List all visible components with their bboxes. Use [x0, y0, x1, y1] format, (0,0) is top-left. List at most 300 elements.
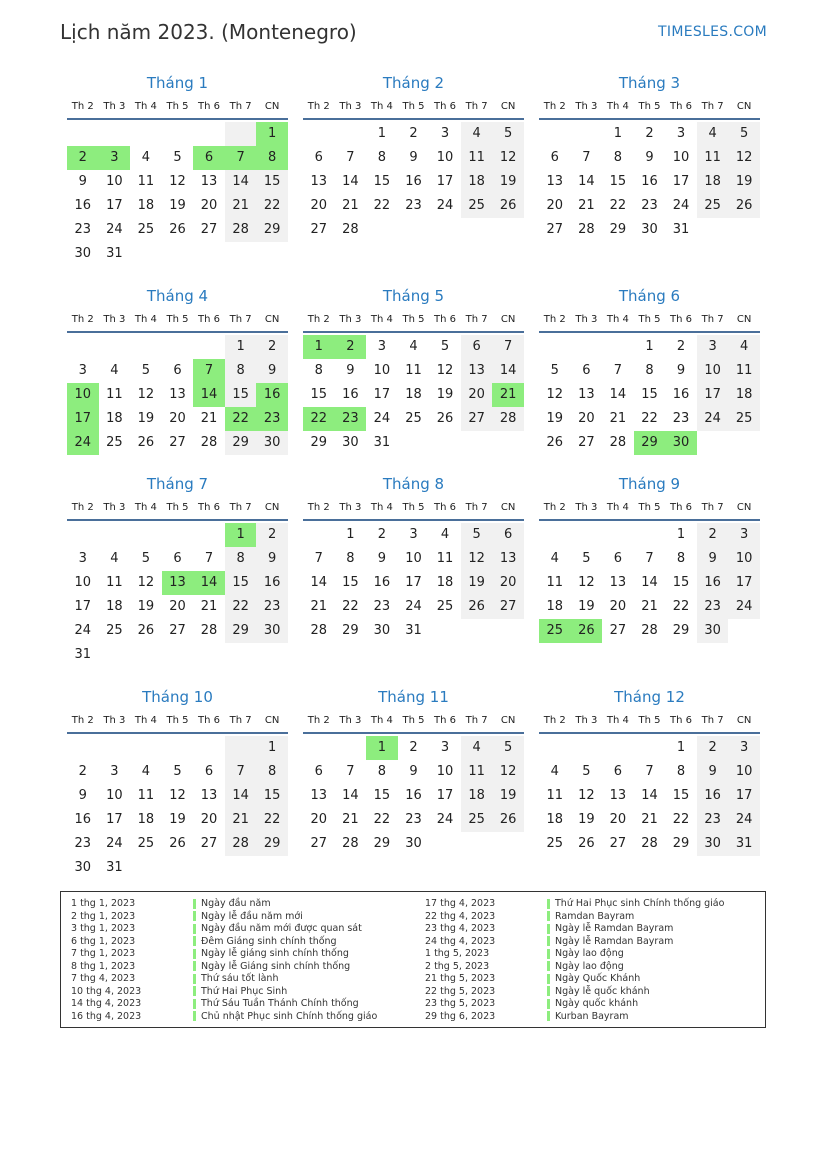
holiday-day-cell: 26 — [571, 619, 603, 643]
weekday-label: Th 7 — [229, 101, 252, 112]
weekday-header — [539, 497, 760, 521]
day-cell: 28 — [641, 623, 658, 638]
day-cell: 17 — [436, 788, 454, 803]
legend-date: 8 thg 1, 2023 — [71, 960, 136, 972]
day-grid — [67, 122, 288, 266]
day-cell: 6 — [550, 150, 559, 165]
day-cell: 14 — [578, 174, 595, 189]
legend-date: 1 thg 5, 2023 — [425, 948, 490, 959]
weekday-label: Th 2 — [71, 715, 94, 726]
weekday-header — [303, 96, 524, 120]
day-cell: 1 — [346, 527, 355, 542]
day-cell: 22 — [256, 194, 288, 218]
day-cell: 14 — [342, 788, 359, 803]
day-cell: 31 — [106, 246, 123, 261]
day-cell: 3 — [78, 551, 87, 566]
day-cell: 20 — [492, 571, 524, 595]
weekday-label: Th 4 — [370, 502, 393, 513]
day-cell: 28 — [310, 623, 328, 638]
month-name: Tháng 8 — [382, 475, 445, 493]
day-cell: 5 — [728, 122, 760, 146]
day-cell: 17 — [74, 599, 92, 614]
day-cell: 30 — [405, 836, 422, 851]
empty-cell — [67, 335, 99, 359]
empty-cell — [571, 736, 603, 760]
day-cell: 2 — [409, 126, 418, 141]
day-cell: 20 — [546, 198, 564, 213]
weekday-label: Th 3 — [103, 101, 126, 112]
day-cell: 19 — [169, 812, 186, 827]
day-cell: 8 — [225, 547, 257, 571]
empty-cell — [67, 523, 99, 547]
weekday-header — [303, 710, 524, 734]
day-cell: 25 — [461, 194, 493, 218]
month-9 — [539, 471, 760, 643]
legend-holiday-name: Ngày đầu năm — [201, 898, 271, 909]
day-cell: 30 — [256, 619, 288, 643]
legend-date: 21 thg 5, 2023 — [425, 973, 496, 984]
weekday-label: Th 4 — [134, 715, 157, 726]
day-grid — [303, 335, 524, 455]
day-cell: 23 — [697, 595, 729, 619]
day-cell: 24 — [436, 198, 454, 213]
day-cell: 1 — [676, 527, 686, 542]
legend-date: 23 thg 5, 2023 — [425, 998, 496, 1009]
day-cell: 19 — [461, 571, 493, 595]
day-cell: 12 — [578, 788, 595, 803]
legend-row — [425, 911, 724, 924]
holiday-day-cell: 7 — [193, 359, 225, 383]
day-cell: 25 — [106, 623, 123, 638]
legend-row — [425, 923, 724, 936]
weekday-label: Th 6 — [198, 101, 221, 112]
weekday-label: Th 2 — [307, 715, 330, 726]
day-cell: 16 — [74, 812, 92, 827]
day-cell: 5 — [582, 764, 591, 779]
day-cell: 14 — [641, 575, 658, 590]
day-cell: 12 — [169, 174, 186, 189]
month-name: Tháng 11 — [378, 688, 449, 706]
holiday-day-cell: 22 — [225, 407, 257, 431]
weekday-label: Th 2 — [71, 101, 94, 112]
empty-cell — [193, 335, 225, 359]
day-cell: 6 — [461, 335, 493, 359]
weekday-label: CN — [736, 314, 752, 325]
legend-date: 2 thg 5, 2023 — [425, 960, 490, 972]
day-cell: 3 — [110, 764, 119, 779]
month-name: Tháng 1 — [146, 74, 209, 92]
day-cell: 30 — [74, 246, 92, 261]
day-cell: 21 — [310, 599, 328, 614]
legend-date: 16 thg 4, 2023 — [71, 1010, 142, 1022]
day-cell: 26 — [461, 595, 493, 619]
holiday-marker-icon — [547, 986, 550, 996]
day-cell: 10 — [405, 551, 422, 566]
legend-holiday-name: Thứ Hai Phục Sinh — [201, 985, 288, 997]
day-cell: 24 — [728, 595, 760, 619]
day-cell: 2 — [256, 523, 288, 547]
legend-row — [425, 898, 724, 911]
day-cell: 16 — [641, 174, 658, 189]
day-cell: 5 — [173, 150, 182, 165]
weekday-label: CN — [500, 502, 516, 513]
legend-column-left — [71, 898, 377, 1023]
day-cell: 20 — [200, 198, 218, 213]
legend-date: 6 thg 1, 2023 — [71, 935, 136, 947]
weekday-label: Th 3 — [103, 314, 126, 325]
day-cell: 28 — [609, 435, 627, 450]
day-cell: 8 — [346, 551, 355, 566]
day-cell: 3 — [728, 736, 760, 760]
day-cell: 25 — [697, 194, 729, 218]
day-cell: 7 — [582, 150, 591, 165]
day-cell: 4 — [110, 363, 119, 378]
weekday-label: Th 6 — [434, 101, 457, 112]
legend-holiday-name: Ngày lễ giáng sinh chính thống — [201, 948, 349, 959]
weekday-label: Th 6 — [198, 715, 221, 726]
day-cell: 12 — [492, 146, 524, 170]
weekday-label: Th 2 — [543, 502, 566, 513]
legend-holiday-name: Đêm Giáng sinh chính thống — [201, 935, 337, 947]
day-cell: 19 — [137, 411, 155, 426]
day-cell: 3 — [440, 126, 450, 141]
legend-holiday-name: Kurban Bayram — [555, 1010, 629, 1022]
legend-holiday-name: Ngày đầu năm mới được quan sát — [201, 923, 362, 934]
day-cell: 12 — [436, 363, 454, 378]
weekday-label: Th 5 — [166, 502, 189, 513]
holiday-day-cell: 22 — [303, 407, 335, 431]
day-cell: 20 — [609, 599, 627, 614]
legend-holiday-name: Ngày lễ quốc khánh — [555, 985, 650, 997]
day-cell: 11 — [137, 174, 155, 189]
day-cell: 19 — [546, 411, 564, 426]
legend-date: 17 thg 4, 2023 — [425, 898, 496, 909]
weekday-label: CN — [264, 502, 280, 513]
day-cell: 15 — [225, 383, 257, 407]
day-cell: 10 — [373, 363, 391, 378]
day-cell: 26 — [492, 194, 524, 218]
day-cell: 16 — [74, 198, 92, 213]
day-cell: 4 — [409, 339, 418, 354]
month-name: Tháng 10 — [142, 688, 213, 706]
day-cell: 1 — [377, 126, 387, 141]
day-cell: 5 — [550, 363, 559, 378]
day-cell: 15 — [672, 575, 690, 590]
holiday-day-cell: 8 — [256, 146, 288, 170]
weekday-header — [303, 497, 524, 521]
legend-row — [71, 961, 377, 974]
weekday-label: Th 4 — [606, 502, 629, 513]
day-cell: 30 — [74, 860, 92, 875]
day-cell: 6 — [613, 764, 623, 779]
weekday-label: CN — [264, 715, 280, 726]
holiday-marker-icon — [193, 961, 196, 971]
weekday-label: Th 5 — [638, 314, 661, 325]
day-cell: 15 — [225, 571, 257, 595]
day-cell: 7 — [314, 551, 323, 566]
weekday-label: Th 7 — [465, 715, 488, 726]
day-cell: 3 — [697, 335, 729, 359]
weekday-label: Th 3 — [575, 502, 598, 513]
day-cell: 21 — [225, 194, 257, 218]
day-cell: 13 — [546, 174, 564, 189]
day-cell: 19 — [169, 198, 186, 213]
day-cell: 18 — [137, 198, 155, 213]
day-cell: 12 — [461, 547, 493, 571]
day-cell: 15 — [373, 788, 391, 803]
day-cell: 14 — [609, 387, 627, 402]
day-cell: 28 — [200, 435, 218, 450]
day-cell: 17 — [373, 387, 391, 402]
empty-cell — [130, 335, 162, 359]
day-cell: 4 — [141, 764, 151, 779]
day-cell: 29 — [310, 435, 328, 450]
day-cell: 8 — [676, 551, 686, 566]
holiday-marker-icon — [193, 949, 196, 959]
day-cell: 18 — [546, 812, 564, 827]
day-cell: 3 — [728, 523, 760, 547]
day-cell: 22 — [609, 198, 627, 213]
empty-cell — [162, 335, 194, 359]
day-cell: 13 — [200, 174, 218, 189]
day-grid — [67, 523, 288, 667]
holiday-day-cell: 14 — [193, 571, 225, 595]
month-name: Tháng 12 — [614, 688, 685, 706]
holiday-day-cell: 1 — [256, 122, 288, 146]
day-cell: 12 — [728, 146, 760, 170]
holiday-day-cell: 14 — [193, 383, 225, 407]
legend-holiday-name: Ngày lễ đầu năm mới — [201, 910, 303, 922]
weekday-label: Th 5 — [402, 314, 425, 325]
empty-cell — [225, 736, 257, 760]
day-cell: 18 — [405, 387, 422, 402]
day-cell: 25 — [436, 599, 454, 614]
day-cell: 11 — [405, 363, 422, 378]
legend-row — [425, 936, 724, 949]
day-grid — [303, 122, 524, 242]
day-cell: 19 — [492, 784, 524, 808]
weekday-label: Th 3 — [339, 101, 362, 112]
day-cell: 2 — [676, 339, 686, 354]
day-cell: 2 — [697, 523, 729, 547]
day-cell: 18 — [106, 411, 123, 426]
day-cell: 21 — [225, 808, 257, 832]
page-title: Lịch năm 2023. (Montenegro) — [60, 20, 357, 44]
day-cell: 1 — [645, 339, 654, 354]
day-cell: 16 — [672, 387, 690, 402]
day-cell: 16 — [405, 788, 422, 803]
day-grid — [303, 523, 524, 643]
weekday-label: Th 2 — [71, 314, 94, 325]
day-cell: 11 — [461, 760, 493, 784]
day-cell: 4 — [697, 122, 729, 146]
month-name: Tháng 4 — [146, 287, 209, 305]
holiday-marker-icon — [547, 1011, 550, 1021]
holiday-day-cell: 2 — [67, 146, 99, 170]
day-cell: 25 — [461, 808, 493, 832]
weekday-label: Th 7 — [229, 502, 252, 513]
weekday-label: Th 3 — [103, 715, 126, 726]
day-cell: 6 — [492, 523, 524, 547]
day-cell: 10 — [697, 359, 729, 383]
day-cell: 20 — [578, 411, 595, 426]
day-cell: 4 — [728, 335, 760, 359]
day-cell: 18 — [461, 784, 493, 808]
day-cell: 4 — [141, 150, 151, 165]
weekday-label: Th 2 — [71, 502, 94, 513]
holiday-day-cell: 10 — [67, 383, 99, 407]
day-cell: 7 — [204, 551, 214, 566]
day-cell: 27 — [609, 836, 627, 851]
day-cell: 18 — [697, 170, 729, 194]
weekday-label: Th 7 — [701, 502, 724, 513]
day-cell: 9 — [377, 551, 387, 566]
brand-link[interactable]: TIMESLES.COM — [658, 24, 767, 40]
weekday-label: Th 3 — [103, 502, 126, 513]
month-12 — [539, 684, 760, 856]
legend-row — [425, 973, 724, 986]
day-cell: 13 — [578, 387, 595, 402]
legend-row — [425, 1011, 724, 1024]
weekday-label: Th 7 — [701, 715, 724, 726]
day-cell: 8 — [377, 150, 387, 165]
day-cell: 15 — [256, 170, 288, 194]
day-grid — [539, 122, 760, 242]
day-cell: 7 — [645, 764, 654, 779]
holiday-marker-icon — [547, 949, 550, 959]
day-cell: 7 — [225, 760, 257, 784]
day-cell: 2 — [256, 335, 288, 359]
holiday-day-cell: 29 — [634, 431, 666, 455]
day-cell: 17 — [728, 571, 760, 595]
day-cell: 22 — [225, 595, 257, 619]
empty-cell — [99, 122, 131, 146]
day-cell: 14 — [342, 174, 359, 189]
day-cell: 25 — [728, 407, 760, 431]
day-cell: 9 — [409, 764, 418, 779]
empty-cell — [130, 736, 162, 760]
day-cell: 23 — [641, 198, 658, 213]
weekday-label: Th 3 — [339, 715, 362, 726]
legend-date: 1 thg 1, 2023 — [71, 898, 136, 909]
day-cell: 25 — [137, 222, 155, 237]
weekday-label: Th 5 — [402, 502, 425, 513]
day-cell: 27 — [310, 222, 328, 237]
day-cell: 25 — [405, 411, 422, 426]
day-cell: 30 — [697, 619, 729, 643]
day-cell: 8 — [377, 764, 387, 779]
day-cell: 5 — [141, 551, 151, 566]
empty-cell — [162, 736, 194, 760]
month-4 — [67, 283, 288, 455]
weekday-label: Th 4 — [134, 502, 157, 513]
holiday-day-cell: 25 — [539, 619, 571, 643]
day-cell: 24 — [74, 623, 92, 638]
day-cell: 24 — [106, 222, 123, 237]
day-cell: 12 — [578, 575, 595, 590]
day-cell: 8 — [314, 363, 323, 378]
legend-column-right — [425, 898, 724, 1023]
day-cell: 11 — [546, 788, 564, 803]
weekday-label: CN — [264, 314, 280, 325]
day-cell: 26 — [492, 808, 524, 832]
day-cell: 13 — [609, 575, 627, 590]
day-cell: 29 — [342, 623, 359, 638]
weekday-header — [67, 309, 288, 333]
legend-date: 23 thg 4, 2023 — [425, 923, 496, 934]
day-cell: 21 — [342, 198, 359, 213]
empty-cell — [130, 523, 162, 547]
legend-date: 24 thg 4, 2023 — [425, 935, 496, 947]
day-cell: 7 — [346, 150, 355, 165]
day-cell: 19 — [728, 170, 760, 194]
day-cell: 31 — [672, 222, 690, 237]
empty-cell — [539, 122, 571, 146]
day-cell: 7 — [346, 764, 355, 779]
empty-cell — [571, 523, 603, 547]
day-cell: 4 — [461, 736, 493, 760]
day-cell: 29 — [256, 218, 288, 242]
day-cell: 15 — [310, 387, 328, 402]
legend-date: 3 thg 1, 2023 — [71, 923, 136, 934]
weekday-label: Th 2 — [307, 101, 330, 112]
day-cell: 28 — [342, 222, 359, 237]
day-cell: 23 — [405, 198, 422, 213]
day-cell: 20 — [169, 411, 186, 426]
empty-cell — [130, 122, 162, 146]
day-cell: 30 — [342, 435, 359, 450]
day-cell: 27 — [200, 222, 218, 237]
day-cell: 10 — [436, 150, 454, 165]
weekday-label: Th 6 — [434, 715, 457, 726]
day-cell: 8 — [613, 150, 623, 165]
day-cell: 6 — [204, 764, 214, 779]
day-cell: 26 — [436, 411, 454, 426]
day-cell: 23 — [256, 595, 288, 619]
legend-row — [71, 948, 377, 961]
legend-row — [71, 986, 377, 999]
empty-cell — [67, 122, 99, 146]
month-5 — [303, 283, 524, 455]
holiday-marker-icon — [193, 899, 196, 909]
day-cell: 6 — [314, 764, 323, 779]
day-cell: 10 — [106, 174, 123, 189]
empty-cell — [539, 736, 571, 760]
day-cell: 27 — [546, 222, 564, 237]
weekday-label: Th 4 — [370, 715, 393, 726]
empty-cell — [634, 736, 666, 760]
day-cell: 11 — [106, 575, 123, 590]
day-cell: 24 — [697, 407, 729, 431]
legend-date: 22 thg 4, 2023 — [425, 910, 496, 922]
day-cell: 19 — [492, 170, 524, 194]
day-cell: 6 — [173, 551, 182, 566]
weekday-label: Th 7 — [465, 502, 488, 513]
month-1 — [67, 70, 288, 266]
holiday-day-cell: 23 — [335, 407, 367, 431]
day-cell: 2 — [78, 764, 87, 779]
holiday-day-cell: 2 — [335, 335, 367, 359]
day-cell: 14 — [310, 575, 328, 590]
day-cell: 1 — [225, 335, 257, 359]
day-cell: 15 — [672, 788, 690, 803]
weekday-label: Th 4 — [606, 314, 629, 325]
day-cell: 29 — [672, 836, 690, 851]
day-cell: 23 — [697, 808, 729, 832]
holiday-marker-icon — [193, 936, 196, 946]
weekday-label: Th 6 — [670, 715, 693, 726]
weekday-label: Th 3 — [339, 314, 362, 325]
